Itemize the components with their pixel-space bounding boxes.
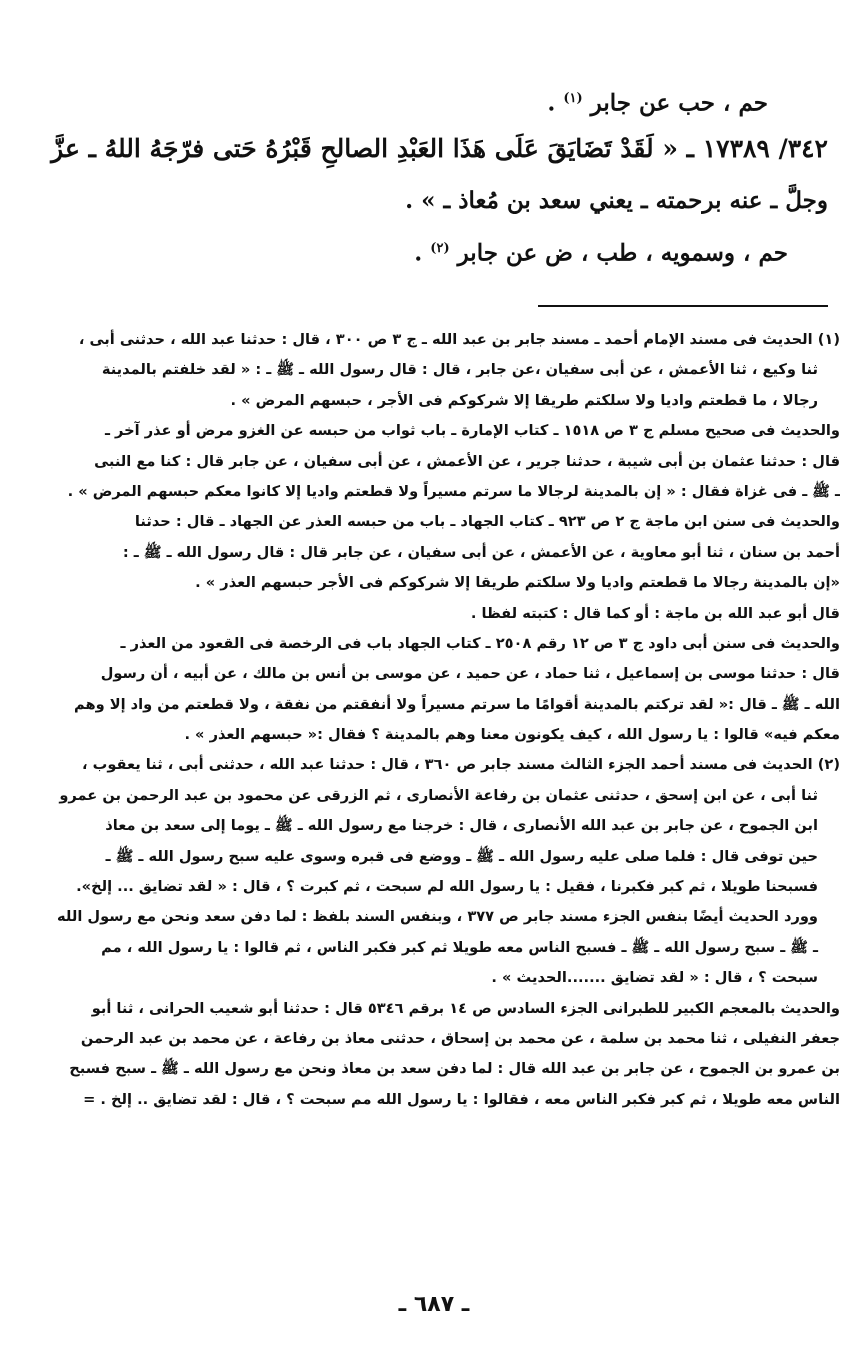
hadith-text-line-1: ٣٤٢/ ١٧٣٨٩ ـ « لَقَدْ تَضَايَقَ عَلَى هَذَا العَبْدِ الصالحِ قَبْرُهُ حَتى فرّجَهُ اللهُ ـ عزَّ [51,134,828,163]
page-number: ـ ٦٨٧ ـ [398,1292,470,1317]
footnote-line: قال أبو عبد الله بن ماجة : أو كما قال : كتبته لفظا . [470,604,840,622]
footnote-line: والحديث بالمعجم الكبير للطبرانى الجزء السادس ص ١٤ برقم ٥٣٤٦ قال : حدثنا أبو شعيب الحرانى ، ثنا أبو [91,999,840,1017]
footnote-separator [538,305,828,307]
footnote-line: ابن الجموح ، عن جابر بن عبد الله الأنصارى ، قال : خرجنا مع رسول الله ـ ﷺ ـ يوما إلى سعد بن معاذ [105,817,818,835]
footnote-line: والحديث فى صحيح مسلم ج ٣ ص ١٥١٨ ـ كتاب الإمارة ـ باب ثواب من حبسه عن الغزو مرض أو عذر آخر ـ [104,422,840,440]
source-line-2: حم ، وسمويه ، طب ، ض عن جابر $^{(٢)}$ . [414,239,788,267]
footnote-line: بن عمرو بن الجموح ، عن جابر بن عبد الله قال : لما دفن سعد بن معاذ ونحن مع رسول الله ـ ﷺ ـ سبح فسبح [69,1060,840,1078]
footnote-line: وورد الحديث أيضًا بنفس الجزء مسند جابر ص ٣٧٧ ، وبنفس السند بلفظ : لما دفن سعد ونحن مع رسول الله [57,908,818,926]
footnote-line: سبحت ؟ ، قال : « لقد تضايق .......الحديث » . [491,969,818,987]
footnote-line: «إن بالمدينة رجالا ما قطعتم واديا ولا سلكتم طريقا إلا شركوكم فى الأجر حبسهم العذر » . [195,574,840,592]
hadith-text-line-2: وجلَّ ـ عنه برحمته ـ يعني سعد بن مُعاذ ـ » . [405,187,828,214]
source-line-1: حم ، حب عن جابر $^{(١)}$ . [547,89,768,117]
footnote-line: رجالا ، ما قطعتم واديا ولا سلكتم طريقا إلا شركوكم فى الأجر ، حبسهم المرض » . [230,391,818,409]
footnote-ref-2[interactable]: (٢) [430,241,450,256]
footnote-line: قال : حدثنا عثمان بن أبى شيبة ، حدثنا جرير ، عن الأعمش ، عن أبى سفيان ، عن جابر قال : كنا مع النبى [94,452,840,470]
footnote-line: الناس معه طويلا ، ثم كبر فكبر الناس معه ، فقالوا : يا رسول الله مم سبحت ؟ ، قال : لقد تضايق .. إلخ . = [83,1090,840,1108]
footnote-line: حين توفى قال : فلما صلى عليه رسول الله ـ ﷺ ـ ووضع فى قبره وسوى عليه سبح رسول الله ـ ﷺ ـ [105,847,818,865]
footnote-line: جعفر النفيلى ، ثنا محمد بن سلمة ، عن محمد بن إسحاق ، حدثنى معاذ بن رفاعة ، عن محمد بن عبد الرحمن [80,1029,840,1047]
footnote-line: ـ ﷺ ـ سبح رسول الله ـ ﷺ ـ فسبح الناس معه طويلا ثم كبر فكبر الناس ، ثم قالوا : يا رسول الله ، مم [101,938,818,956]
footnote-line: ثنا وكيع ، ثنا الأعمش ، عن أبى سفيان ،عن جابر ، قال : قال رسول الله ـ ﷺ ـ : « لقد خلفتم بالمدينة [101,361,818,379]
footnote-line: ثنا أبى ، عن ابن إسحق ، حدثنى عثمان بن رفاعة الأنصارى ، ثم الزرقى عن محمود بن عبد الرحمن بن عمرو [59,786,818,804]
footnote-line: قال : حدثنا موسى بن إسماعيل ، ثنا حماد ، عن حميد ، عن موسى بن أنس بن مالك ، عن أبيه ، أن رسول [100,665,840,683]
footnote-line: فسبحنا طويلا ، ثم كبر فكبرنا ، فقيل : يا رسول الله لم سبحت ، ثم كبرت ؟ ، قال : « لقد تضايق ... إلخ». [76,878,818,896]
footnote-line: معكم فيه» قالوا : يا رسول الله ، كيف يكونون معنا وهم بالمدينة ؟ فقال :« حبسهم العذر » . [184,726,840,744]
footnote-line: والحديث فى سنن ابن ماجة ج ٢ ص ٩٢٣ ـ كتاب الجهاد ـ باب من حبسه العذر عن الجهاد ـ قال : حدثنا [134,513,840,531]
footnote-line: (١) الحديث فى مسند الإمام أحمد ـ مسند جابر بن عبد الله ـ ج ٣ ص ٣٠٠ ، قال : حدثنا عبد الله ، حدثنى أبى ، [78,331,840,348]
footnote-line: الله ـ ﷺ ـ قال :« لقد تركتم بالمدينة أقوامًا ما سرتم مسيراً ولا أنفقتم من نفقة ، ولا قطعتم من واد إلا وهم [74,695,840,713]
footnote-line: والحديث فى سنن أبى داود ج ٣ ص ١٢ رقم ٢٥٠٨ ـ كتاب الجهاد باب فى الرخصة فى القعود من العذر ـ [120,634,840,652]
footnote-line: أحمد بن سنان ، ثنا أبو معاوية ، عن الأعمش ، عن أبى سفيان ، عن جابر قال : قال رسول الله ـ ﷺ ـ : [122,543,840,561]
footnote-line: (٢) الحديث فى مسند أحمد الجزء الثالث مسند جابر ص ٣٦٠ ، قال : حدثنا عبد الله ، حدثنى أبى ، ثنا يعقوب ، [82,756,840,774]
footnotes [30,325,840,1115]
footnote-ref-1[interactable]: (١) [563,91,583,106]
footnote-line: ـ ﷺ ـ فى غزاة فقال : « إن بالمدينة لرجالا ما سرتم مسيراً ولا قطعتم واديا إلا كانوا معكم حبسهم المرض » . [67,482,840,500]
